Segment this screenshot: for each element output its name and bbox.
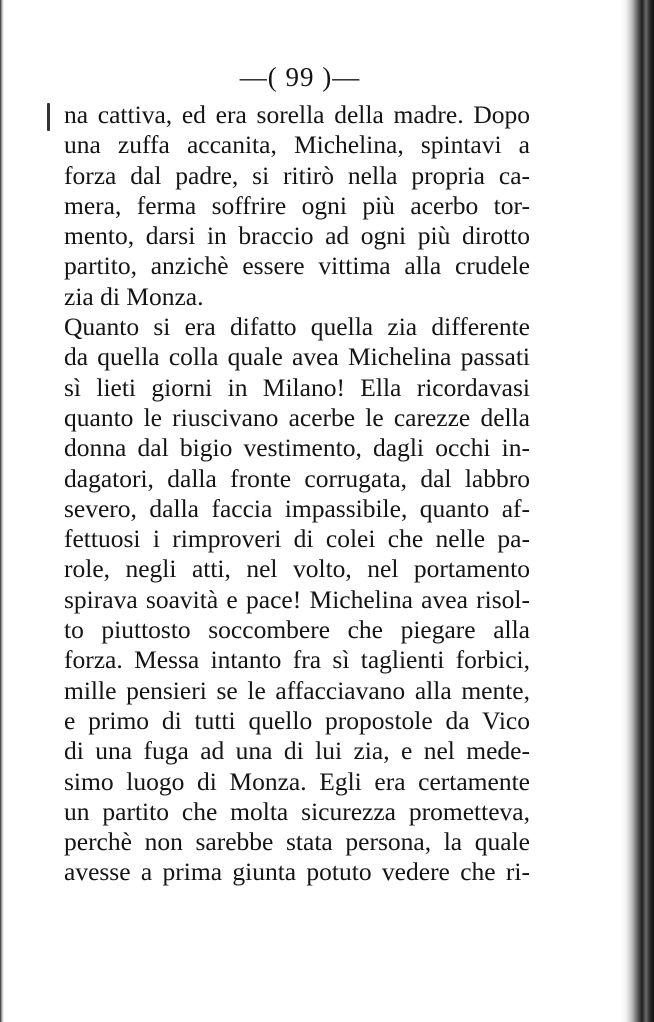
text-line: dagatori, dalla fronte corrugata, dal labbro [64, 463, 530, 493]
text-line: fettuosi i rimproveri di colei che nelle pa- [64, 524, 530, 554]
text-line: forza dal padre, si ritirò nella propria ca- [64, 160, 530, 190]
text-line: role, negli atti, nel volto, nel portamento [64, 554, 530, 584]
text-line: mera, ferma soffrire ogni più acerbo tor- [64, 190, 530, 220]
text-line: di una fuga ad una di lui zia, e nel mede- [64, 736, 530, 766]
text-line: avesse a prima giunta potuto vedere che ri- [64, 857, 530, 887]
book-binding-edge [620, 0, 654, 1022]
text-line: spirava soavità e pace! Michelina avea risol- [64, 584, 530, 614]
text-line: to piuttosto soccombere che piegare alla [64, 615, 530, 645]
text-line: donna dal bigio vestimento, dagli occhi in- [64, 433, 530, 463]
page-number: —( 99 )— [239, 62, 361, 92]
text-line: forza. Messa intanto fra sì taglienti forbici, [64, 645, 530, 675]
text-line: mille pensieri se le affacciavano alla mente, [64, 675, 530, 705]
text-line: Quanto si era difatto quella zia differente [64, 312, 530, 342]
text-line: perchè non sarebbe stata persona, la quale [64, 827, 530, 857]
text-line: sì lieti giorni in Milano! Ella ricordavasi [64, 372, 530, 402]
text-line: da quella colla quale avea Michelina passati [64, 342, 530, 372]
text-line: una zuffa accanita, Michelina, spintavi a [64, 130, 530, 160]
body-text [64, 100, 530, 888]
text-line: mento, darsi in braccio ad ogni più dirotto [64, 221, 530, 251]
text-line: severo, dalla faccia impassibile, quanto af- [64, 493, 530, 523]
text-line: na cattiva, ed era sorella della madre. Dopo [64, 100, 530, 129]
text-line: e primo di tutti quello propostole da Vico [64, 705, 530, 735]
margin-mark [47, 103, 50, 131]
page-left-edge [0, 0, 4, 1022]
text-line: quanto le riuscivano acerbe le carezze della [64, 402, 530, 432]
text-line: un partito che molta sicurezza prometteva, [64, 796, 530, 826]
text-line: simo luogo di Monza. Egli era certamente [64, 766, 530, 796]
text-line: partito, anzichè essere vittima alla crudele [64, 251, 530, 281]
text-line: zia di Monza. [64, 281, 204, 311]
